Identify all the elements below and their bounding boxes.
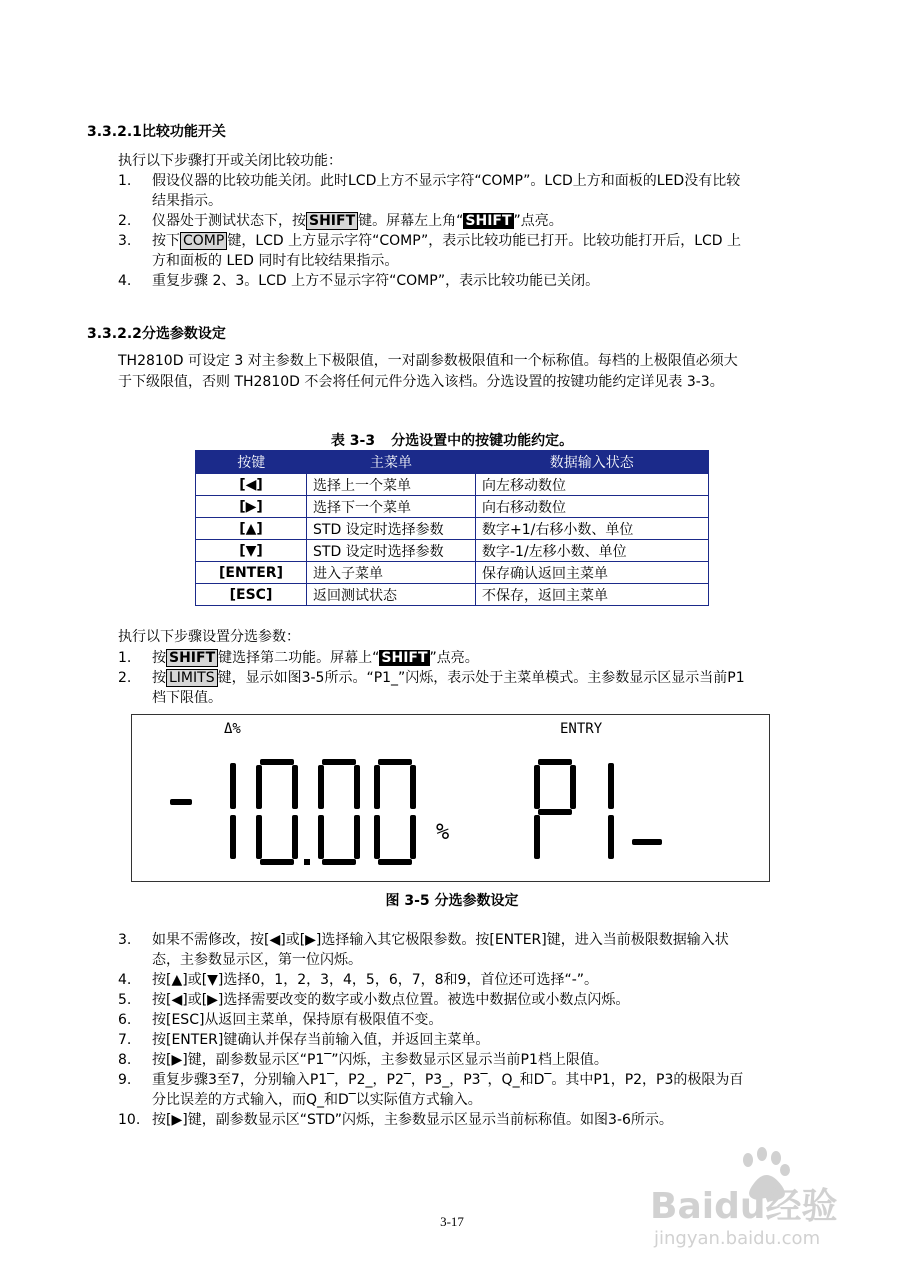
list-item: 3. 按下 COMP 键，LCD 上方显示字符“COMP”，表示比较功能已打开。比较功能打开后，LCD 上 方和面板的 LED 同时有比较结果指示。 xyxy=(118,233,742,269)
table-row: [ENTER] 进入子菜单 保存确认返回主菜单 xyxy=(196,562,709,584)
sorting-para-line2: 于下级限值，否则 TH2810D 不会将任何元件分选入该档。分选设置的按键功能约定详见表 3-3。 xyxy=(118,374,724,390)
section-heading-compare-switch: 3.3.2.1比较功能开关 xyxy=(87,124,226,140)
shift-key-label: SHIFT xyxy=(306,212,358,230)
watermark-url: jingyan.baidu.com xyxy=(654,1228,821,1249)
entry-label: ENTRY xyxy=(560,721,603,737)
sorting-steps-list-b xyxy=(118,930,743,1130)
main-value-digits xyxy=(170,759,416,865)
list-item: 3. 如果不需修改，按[◀]或[▶]选择输入其它极限参数。按[ENTER]键，进入当前极限数据输入状 态，主参数显示区，第一位闪烁。 xyxy=(118,932,729,968)
section-heading-sorting-params: 3.3.2.2分选参数设定 xyxy=(87,326,226,342)
table-caption: 表 3-3 分选设置中的按键功能约定。 xyxy=(330,433,574,449)
unit-percent: % xyxy=(436,820,450,845)
list-item: 1. 假设仪器的比较功能关闭。此时LCD上方不显示字符“COMP”。LCD上方和面板的LED没有比较 结果指示。 xyxy=(118,173,741,209)
sorting-steps-intro: 执行以下步骤设置分选参数： xyxy=(118,629,300,645)
list-item: 9. 重复步骤3至7，分别输入P1‾，P2_，P2‾，P3_，P3‾，Q_和D‾。其中P1，P2，P3的极限为百 分比误差的方式输入，而Q_和D‾以实际值方式输入。 xyxy=(118,1072,744,1108)
figure-caption: 图 3-5 分选参数设定 xyxy=(385,893,519,909)
shift-indicator: SHIFT xyxy=(381,650,428,666)
watermark-brand: Baidu经验 xyxy=(650,1186,838,1227)
limits-key-label: LIMITS xyxy=(166,669,218,687)
col-header-data-input: 数据输入状态 xyxy=(476,451,709,474)
shift-indicator: SHIFT xyxy=(465,213,512,229)
list-item: 6. 按[ESC]从返回主菜单，保持原有极限值不变。 xyxy=(118,1012,443,1028)
table-row: [▶] 选择下一个菜单 向右移动数位 xyxy=(196,496,709,518)
col-header-main-menu: 主菜单 xyxy=(307,451,476,474)
page-number: 3-17 xyxy=(440,1214,464,1229)
compare-intro: 执行以下步骤打开或关闭比较功能： xyxy=(118,153,342,169)
sorting-para-line1: TH2810D 可设定 3 对主参数上下极限值，一对副参数极限值和一个标称值。每档的上极限值必须大 xyxy=(118,353,738,369)
lcd-display xyxy=(131,714,770,882)
compare-steps-list xyxy=(118,171,741,291)
list-item: 2. 仪器处于测试状态下，按 SHIFT 键。屏幕左上角“ SHIFT ”点亮。 xyxy=(118,213,563,229)
list-item: 5. 按[◀]或[▶]选择需要改变的数字或小数点位置。被选中数据位或小数点闪烁。 xyxy=(118,992,630,1008)
list-item: 8. 按[▶]键，副参数显示区“P1‾”闪烁，主参数显示区显示当前P1档上限值。 xyxy=(118,1052,608,1068)
list-item: 10. 按[▶]键，副参数显示区“STD”闪烁，主参数显示区显示当前标称值。如图3-6所示。 xyxy=(118,1112,673,1128)
sorting-steps-list-a xyxy=(118,648,745,708)
table-row: [◀] 选择上一个菜单 向左移动数位 xyxy=(196,474,709,496)
table-header-row xyxy=(196,451,709,474)
sub-value-digits xyxy=(534,759,662,859)
shift-key-label: SHIFT xyxy=(166,649,218,667)
baidu-watermark-logo xyxy=(640,1140,880,1260)
table-row: [▼] STD 设定时选择参数 数字-1/左移小数、单位 xyxy=(196,540,709,562)
delta-percent-label: Δ% xyxy=(224,721,241,737)
key-function-table xyxy=(195,450,709,606)
list-item: 2. 按 LIMITS 键，显示如图3-5所示。“P1_”闪烁，表示处于主菜单模式。主参数显示区显示当前P1 档下限值。 xyxy=(118,670,745,706)
table-row: [ESC] 返回测试状态 不保存，返回主菜单 xyxy=(196,584,709,606)
table-row: [▲] STD 设定时选择参数 数字+1/右移小数、单位 xyxy=(196,518,709,540)
list-item: 7. 按[ENTER]键确认并保存当前输入值，并返回主菜单。 xyxy=(118,1032,490,1048)
comp-key-label: COMP xyxy=(180,232,227,250)
list-item: 4. 按[▲]或[▼]选择0，1，2，3，4，5，6，7，8和9，首位还可选择“-”。 xyxy=(118,972,599,988)
list-item: 4. 重复步骤 2、3。LCD 上方不显示字符“COMP”，表示比较功能已关闭。 xyxy=(118,273,600,289)
list-item: 1. 按 SHIFT 键选择第二功能。屏幕上“ SHIFT ”点亮。 xyxy=(118,650,479,666)
col-header-key: 按键 xyxy=(196,451,307,474)
seven-segment-readout xyxy=(132,715,769,881)
